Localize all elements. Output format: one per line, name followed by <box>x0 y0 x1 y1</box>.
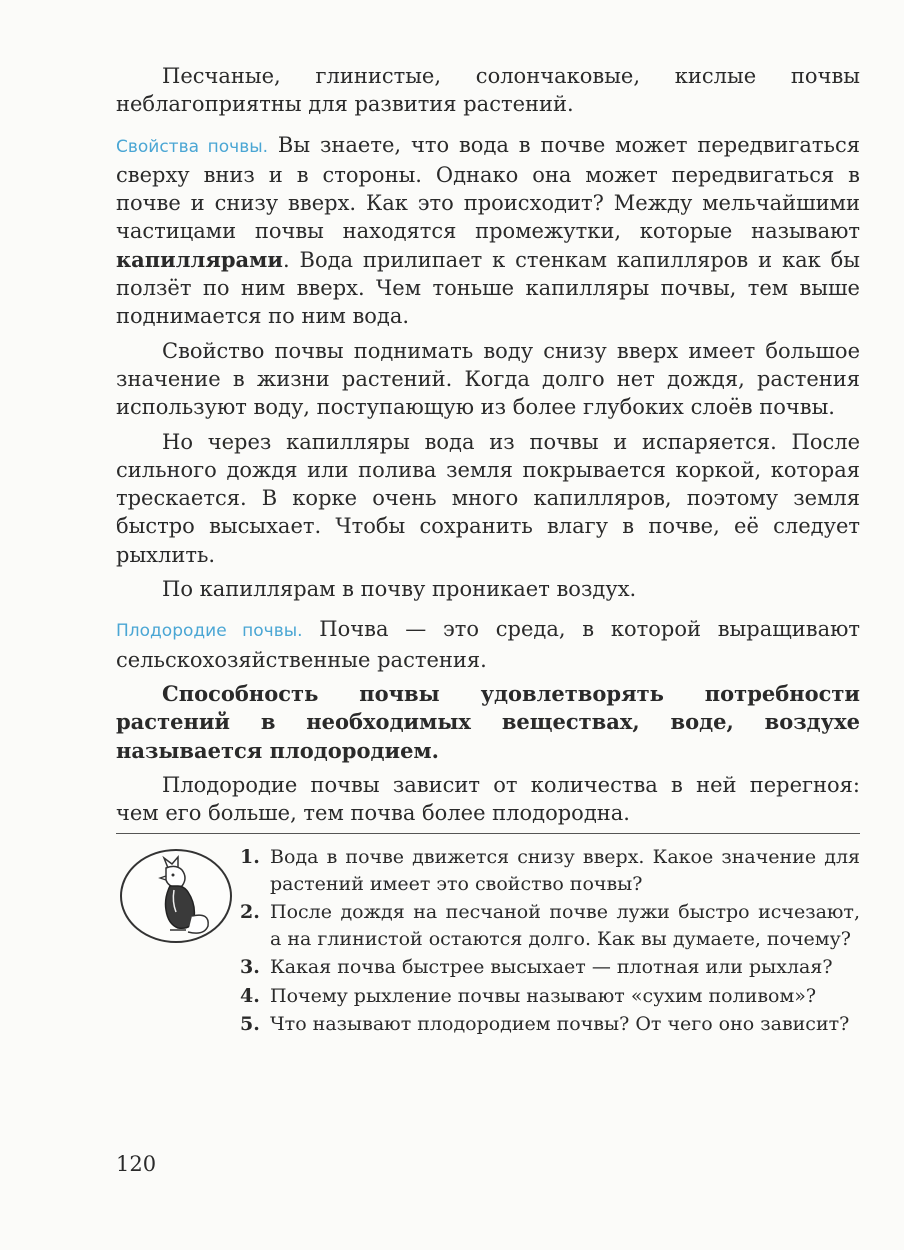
question-text: Какая почва быстрее высыхает — плотная или рыхлая? <box>270 956 833 978</box>
question-number: 3. <box>240 956 260 978</box>
question-item <box>240 983 860 1010</box>
paragraph-text: Вы знаете, что вода в почве может передвигаться сверху вниз и в стороны. Однако она может передвигаться в почве и снизу вверх. Как это происходит? Между мельчайшими частицами почвы находятся промежутки, которые называют <box>116 132 860 244</box>
paragraph-air: По капиллярам в почву проникает воздух. <box>162 577 637 602</box>
review-questions <box>240 844 860 1040</box>
question-text: После дождя на песчаной почве лужи быстро исчезают, а на глинистой остаются долго. Как вы думаете, почему? <box>270 901 860 950</box>
page-number: 120 <box>116 1152 157 1176</box>
question-text: Почему рыхление почвы называют «сухим поливом»? <box>270 984 817 1007</box>
question-item <box>240 954 860 981</box>
paragraph-humus: Плодородие почвы зависит от количества в ней перегноя: чем его больше, тем почва более плодородна. <box>116 772 860 826</box>
question-text: Вода в почве движется снизу вверх. Какое значение для растений имеет это свойство почвы? <box>270 846 860 895</box>
paragraph-text: . Вода прилипает к стенкам капилляров и как бы ползёт по ним вверх. Чем тоньше капилляры почвы, тем выше поднимается по ним вода. <box>116 247 860 329</box>
question-number: 4. <box>240 984 260 1007</box>
paragraph-soil-properties <box>116 131 860 331</box>
question-number: 1. <box>240 846 260 868</box>
fox-icon <box>118 846 234 946</box>
question-number: 2. <box>240 901 260 923</box>
paragraph-water-rise: Свойство почвы поднимать воду снизу вверх имеет большое значение в жизни растений. Когда долго нет дождя, растения используют воду, поступающую из более глубоких слоёв почвы. <box>116 338 860 420</box>
section-heading-fertility: Плодородие почвы. <box>116 621 303 642</box>
main-text <box>116 62 860 827</box>
paragraph-text: Почва — это среда, в которой выращивают сельскохозяйственные растения. <box>116 617 860 672</box>
question-number: 5. <box>240 1013 260 1035</box>
question-item <box>240 899 860 952</box>
section-divider <box>116 833 860 834</box>
question-item <box>240 1011 860 1038</box>
term-capillaries: капиллярами <box>116 246 283 272</box>
question-text: Что называют плодородием почвы? От чего оно зависит? <box>270 1013 850 1035</box>
question-item <box>240 844 860 897</box>
paragraph-soil-types: Песчаные, глинистые, солончаковые, кислые почвы неблагоприятны для развития растений. <box>116 64 860 117</box>
section-heading-properties: Свойства почвы. <box>116 136 269 157</box>
definition-fertility: Способность почвы удовлетворять потребности растений в необходимых веществах, воде, воздухе называется плодородием. <box>116 680 860 763</box>
paragraph-evaporation: Но через капилляры вода из почвы и испаряется. После сильного дождя или полива земля покрывается коркой, которая трескается. В корке очень много капилляров, поэтому земля быстро высыхает. Чтобы сохранить влагу в почве, её следует рыхлить. <box>116 429 860 567</box>
paragraph-fertility <box>116 615 860 674</box>
